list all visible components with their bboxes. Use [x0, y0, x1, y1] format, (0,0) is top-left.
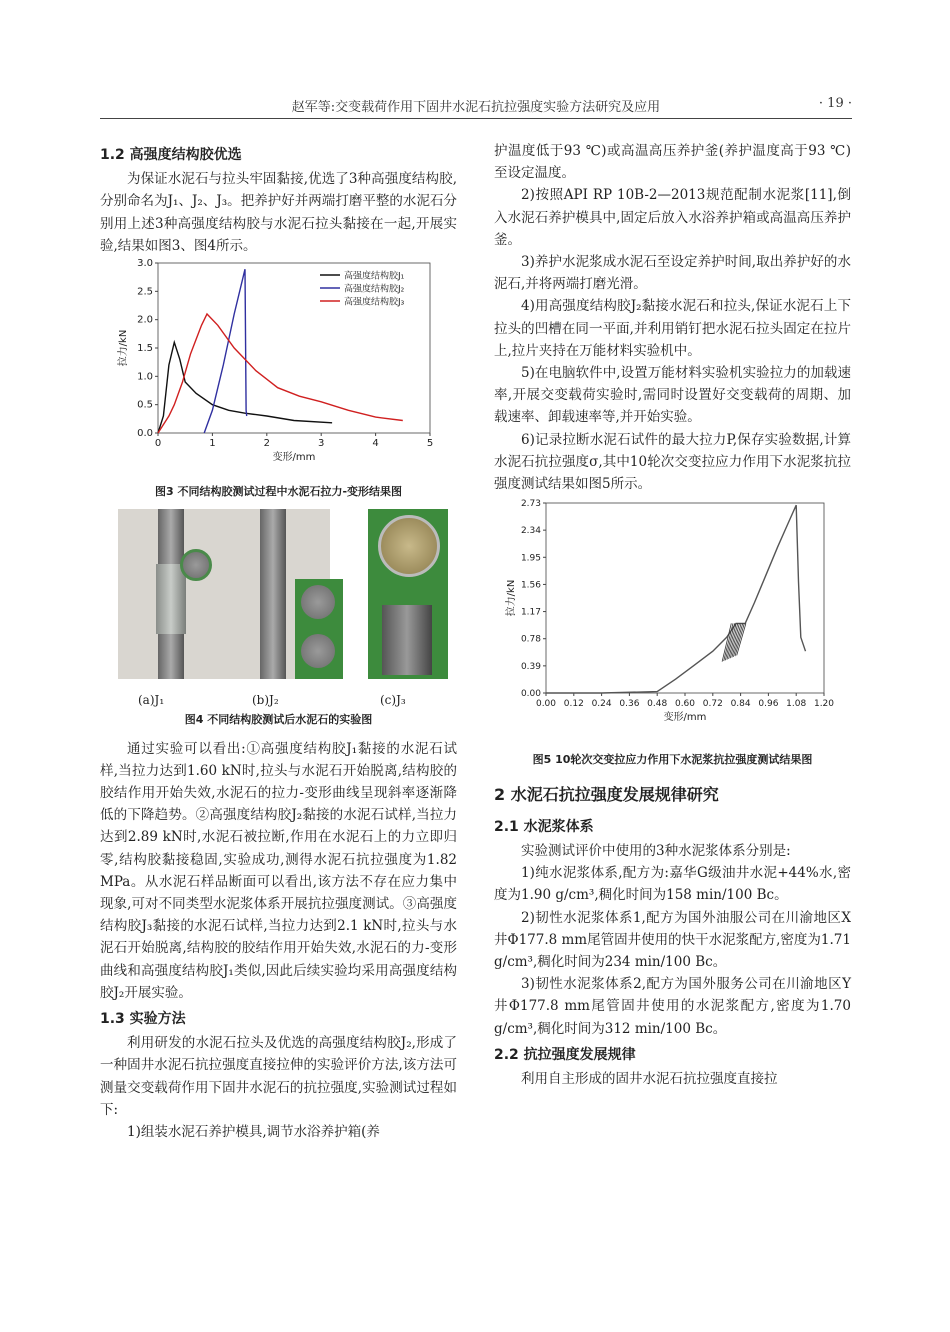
paragraph: 1)纯水泥浆体系,配方为:嘉华G级油井水泥+44%水,密度为1.90 g/cm³,稠化时间为158 min/100 Bc。 [494, 865, 851, 904]
paragraph: 2)按照API RP 10B-2—2013规范配制水泥浆[11],倒入水泥石养护模具中,固定后放入水浴养护箱或高温高压养护釜。 [494, 187, 851, 248]
running-title: 赵军等:交变载荷作用下固井水泥石抗拉强度实验方法研究及应用 [291, 100, 661, 115]
section-2-2-heading: 2.2 抗拉强度发展规律 [494, 1046, 636, 1063]
section-1-2-heading: 1.2 高强度结构胶优选 [100, 147, 242, 163]
y-tick-label: 0.5 [137, 399, 153, 411]
specimen-rod [260, 509, 286, 679]
section-2-heading: 2 水泥石抗拉强度发展规律研究 [494, 784, 719, 804]
paragraph: 3)韧性水泥浆体系2,配方为国外服务公司在川渝地区Y井Φ177.8 mm尾管固井使用的水泥浆配方,密度为1.70 g/cm³,稠化时间为312 min/100 Bc。 [494, 976, 851, 1037]
paragraph: 3)养护水泥浆成水泥石至设定养护时间,取出养护好的水泥石,并将两端打磨光滑。 [494, 254, 851, 293]
page-number: · 19 · [818, 96, 852, 111]
x-tick-label: 0.24 [591, 699, 612, 710]
sublabel-c: (c)J₃ [380, 693, 406, 708]
sublabel-b: (b)J₂ [252, 693, 279, 708]
x-tick-label: 0.96 [758, 699, 779, 710]
legend-label: 高强度结构胶J₁ [344, 271, 405, 282]
figure-4-caption: 图4 不同结构胶测试后水泥石的实验图 [184, 713, 373, 727]
x-tick-label: 5 [426, 438, 434, 450]
fracture-surface-photo [295, 579, 343, 679]
fracture-surface-top [301, 585, 335, 619]
x-tick-label: 1.20 [813, 699, 835, 710]
y-tick-label: 2.5 [137, 286, 153, 298]
figure-5-caption: 图5 10轮次交变拉应力作用下水泥浆抗拉强度测试结果图 [532, 753, 813, 767]
paragraph: 为保证水泥石与拉头牢固黏接,优选了3种高强度结构胶,分别命名为J₁、J₂、J₃。把养护好并两端打磨平整的水泥石分别用上述3种高强度结构胶与水泥石拉头黏接在一起,开展实验,结果如图3、图4所示。 [100, 171, 457, 254]
x-tick-label: 0.60 [674, 699, 696, 710]
legend-label: 高强度结构胶J₃ [344, 297, 405, 308]
figure-3-chart [100, 257, 457, 472]
section-2-1-heading: 2.1 水泥浆体系 [494, 818, 594, 835]
right-column [494, 140, 851, 1090]
fracture-inset [180, 549, 212, 581]
x-axis-label: 变形/mm [663, 712, 707, 724]
figure-4-photos [100, 509, 457, 689]
y-tick-label: 1.0 [137, 371, 153, 383]
paragraph: 利用自主形成的固井水泥石抗拉强度直接拉 [521, 1071, 778, 1088]
paragraph: 5)在电脑软件中,设置万能材料实验机实验拉力的加载速率,开展交变载荷实验时,需同时设置好交变载荷的周期、加载速率、卸载速率等,并开始实验。 [494, 365, 851, 426]
paragraph: 4)用高强度结构胶J₂黏接水泥石和拉头,保证水泥石上下拉头的凹槽在同一平面,并利用销钉把水泥石拉头固定在拉片上,拉片夹持在万能材料实验机中。 [494, 298, 851, 359]
x-tick-label: 0.48 [647, 699, 668, 710]
x-tick-label: 1 [209, 438, 216, 450]
y-axis-label: 拉力/kN [118, 329, 129, 367]
cement-sample [382, 605, 432, 675]
y-tick-label: 2.34 [520, 526, 541, 537]
paragraph: 1)组装水泥石养护模具,调节水浴养护箱(养 [127, 1124, 380, 1141]
figure-5-chart [494, 495, 851, 740]
y-tick-label: 1.56 [520, 580, 541, 591]
paragraph: 6)记录拉断水泥石试件的最大拉力P,保存实验数据,计算水泥石抗拉强度σ,其中10轮次交变拉应力作用下水泥浆抗拉强度测试结果如图5所示。 [494, 431, 851, 493]
series-line [158, 314, 403, 433]
y-tick-label: 2.73 [520, 499, 541, 510]
left-column [100, 140, 457, 1143]
paragraph: 2)韧性水泥浆体系1,配方为国外油服公司在川渝地区X井Φ177.8 mm尾管固井使用的快干水泥浆配方,密度为1.71 g/cm³,稠化时间为234 min/100 Bc。 [494, 909, 851, 971]
y-tick-label: 0.0 [137, 428, 153, 440]
x-tick-label: 1.08 [786, 699, 807, 710]
glue-surface [378, 515, 440, 577]
x-tick-label: 0.00 [535, 699, 557, 710]
x-tick-label: 0.84 [730, 699, 751, 710]
y-tick-label: 1.17 [520, 607, 541, 618]
section-1-3-heading: 1.3 实验方法 [100, 1011, 186, 1028]
y-tick-label: 1.5 [137, 343, 153, 355]
paragraph: 实验测试评价中使用的3种水泥浆体系分别是: [521, 843, 791, 860]
series-line [204, 269, 247, 433]
series-line [546, 505, 806, 693]
paragraph: 护温度低于93 ℃)或高温高压养护釜(养护温度高于93 ℃)至设定温度。 [494, 143, 851, 182]
x-tick-label: 0.36 [619, 699, 640, 710]
x-tick-label: 3 [318, 438, 325, 450]
paragraph: 通过实验可以看出:①高强度结构胶J₁黏接的水泥石试样,当拉力达到1.60 kN时,拉头与水泥石开始脱离,结构胶的胶结作用开始失效,水泥石的拉力-变形曲线呈现斜率逐渐降低的下降趋势。②高强度结构胶J₂黏接的水泥石试样,当拉力达到2.89 kN时,水泥石被拉断,作用在水泥石上的力立即归零,结构胶黏接稳固,实验成功,测得水泥石抗拉强度为1.82 MPa。从水泥石样品断面可以看出,该方法不存在应力集中现象,可对不同类型水泥浆体系开展抗拉强度测试。③高强度结构胶J₃黏接的水泥石试样,当拉力达到2.1 kN时,拉头与水泥石开始脱离,结构胶的胶结作用开始失效,水泥石的力-变形曲线和高强度结构胶J₁类似,因此后续实验均采用高强度结构胶J₂开展实验。 [100, 740, 457, 1001]
cement-sample [156, 564, 186, 634]
y-axis-label: 拉力/kN [506, 579, 517, 617]
legend-label: 高强度结构胶J₂ [344, 284, 405, 295]
plot-frame [546, 503, 824, 693]
x-tick-label: 4 [372, 438, 379, 450]
fracture-surface-bottom [301, 634, 335, 668]
y-tick-label: 0.00 [520, 689, 541, 700]
sublabel-a: (a)J₁ [138, 693, 165, 708]
paragraph: 利用研发的水泥石拉头及优选的高强度结构胶J₂,形成了一种固井水泥石抗拉强度直接拉伸的实验评价方法,该方法可测量交变载荷作用下固井水泥石的抗拉强度,实验测试过程如下: [100, 1035, 457, 1118]
x-tick-label: 0 [154, 438, 162, 450]
figure-5 [494, 495, 851, 747]
y-tick-label: 0.39 [520, 662, 541, 673]
photo-j1 [118, 509, 228, 679]
header-rule [100, 118, 852, 119]
y-tick-label: 0.78 [520, 634, 541, 645]
y-tick-label: 3.0 [137, 258, 153, 270]
y-tick-label: 1.95 [520, 553, 541, 564]
x-tick-label: 0.72 [702, 699, 723, 710]
figure-3-caption: 图3 不同结构胶测试过程中水泥石拉力-变形结果图 [154, 485, 403, 499]
x-tick-label: 0.12 [563, 699, 584, 710]
photo-j3 [368, 509, 448, 679]
figure-3 [100, 257, 457, 479]
figure-4-sublabels [100, 689, 457, 707]
x-tick-label: 2 [263, 438, 270, 450]
x-axis-label: 变形/mm [272, 452, 316, 464]
photo-j2 [220, 509, 330, 679]
y-tick-label: 2.0 [137, 314, 153, 326]
